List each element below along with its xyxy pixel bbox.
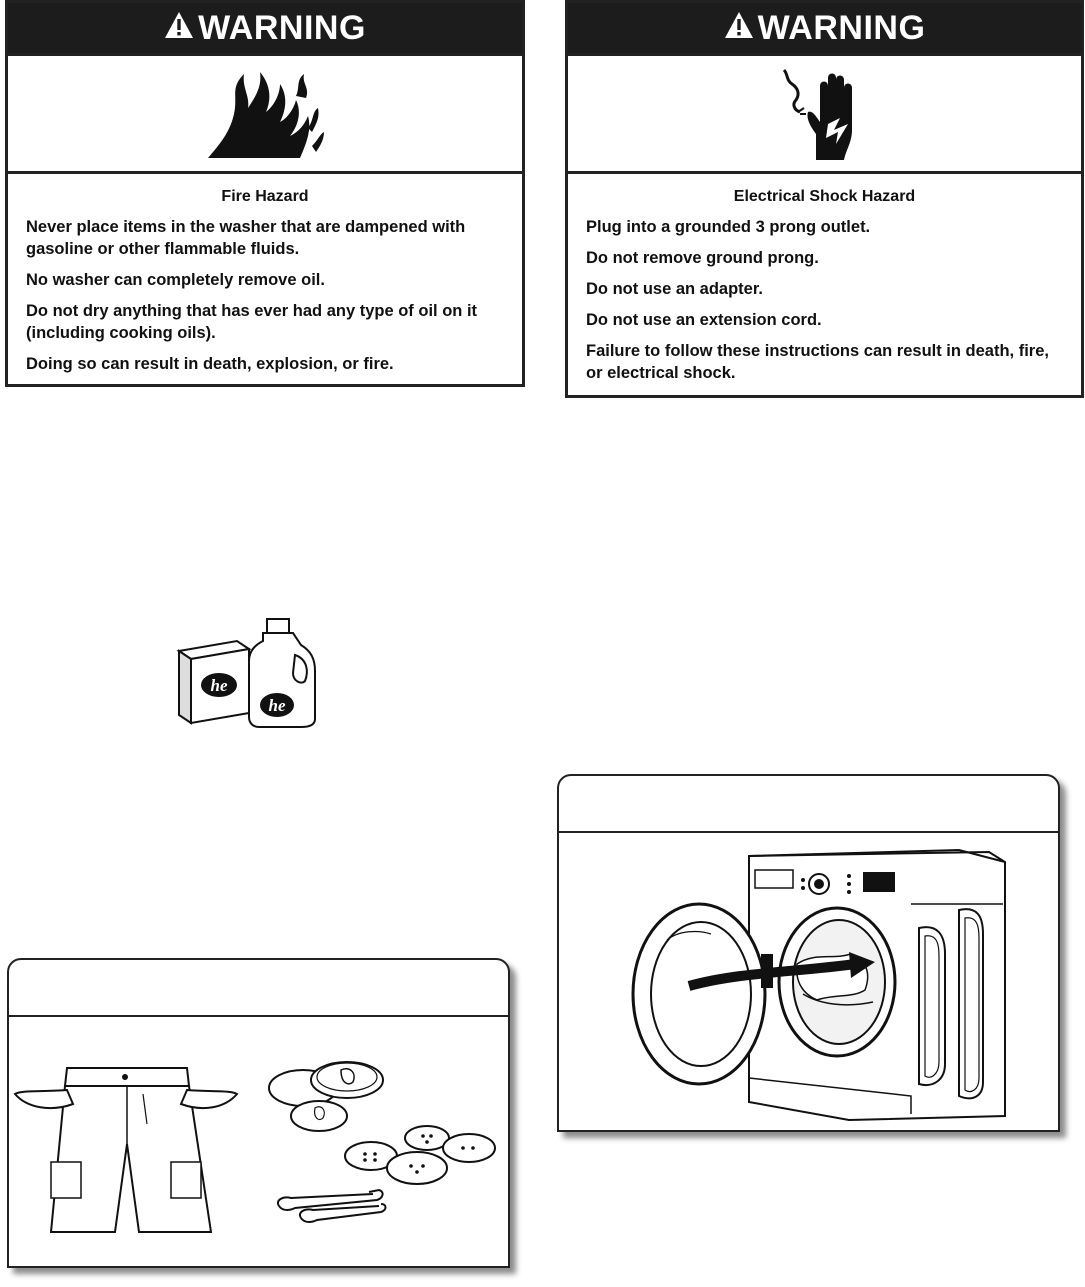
he-detergent-illustration [175, 615, 325, 730]
warning-triangle-icon [164, 9, 194, 48]
he-logo-bottle: he [268, 696, 286, 715]
fire-icon-area [8, 53, 522, 174]
shock-line-1: Plug into a grounded 3 prong outlet. [586, 218, 871, 236]
fire-hazard-title: Fire Hazard [221, 188, 309, 205]
coins-buttons-pins-illustration [261, 1060, 501, 1230]
warning-triangle-icon [724, 9, 754, 48]
shock-hand-icon [770, 64, 880, 164]
fire-line-4: Doing so can result in death, explosion, or fire. [26, 355, 394, 373]
load-washer-panel [557, 774, 1060, 1132]
shock-line-5: Failure to follow these instructions can result in death, fire, or electrical shock. [586, 342, 1049, 382]
fire-line-1: Never place items in the washer that are dampened with gasoline or other flammable fluids. [26, 218, 466, 258]
warning-header [568, 3, 1081, 53]
fire-icon [200, 66, 330, 162]
shock-hazard-title: Electrical Shock Hazard [733, 188, 916, 205]
warning-title: WARNING [757, 8, 926, 47]
shock-line-4: Do not use an extension cord. [586, 311, 822, 329]
he-logo-box: he [210, 676, 228, 695]
warning-title: WARNING [198, 8, 366, 47]
fire-warning-box [5, 0, 525, 387]
shock-line-2: Do not remove ground prong. [586, 249, 819, 267]
warning-header [8, 3, 522, 53]
fire-line-2: No washer can completely remove oil. [26, 271, 325, 289]
panel-header [9, 960, 508, 1017]
detergent-bottle-icon [249, 619, 315, 727]
panel-header [559, 776, 1058, 833]
front-load-washer-illustration [619, 844, 1019, 1126]
empty-pockets-panel [7, 958, 510, 1268]
shock-warning-box [565, 0, 1084, 398]
pants-with-empty-pockets-illustration [11, 1064, 241, 1234]
shock-icon-area [568, 53, 1081, 174]
fire-line-3: Do not dry anything that has ever had any type of oil on it (including cooking oils). [26, 302, 478, 342]
detergent-box-icon [179, 641, 249, 723]
shock-line-3: Do not use an adapter. [586, 280, 763, 298]
